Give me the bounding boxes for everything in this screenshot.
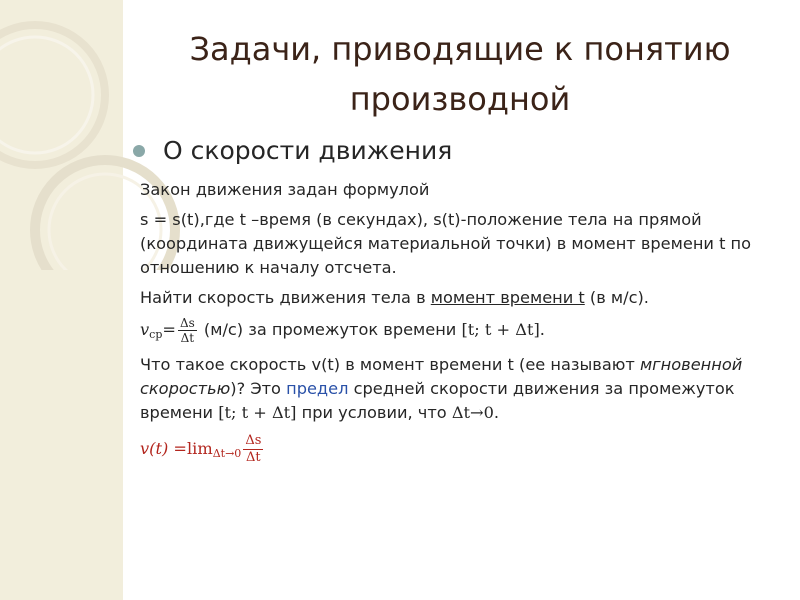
paragraph-question <box>140 353 790 425</box>
slide-title: Задачи, приводящие к понятию производной <box>189 30 731 118</box>
formula2-lim-subscript: Δt→0 <box>212 447 242 460</box>
question-interval: [t; t + Δt] <box>218 403 297 422</box>
question-text-1: Что такое скорость v(t) в момент времени t (ее называют <box>140 355 640 374</box>
formula-equals: = <box>162 320 176 339</box>
slide-body <box>140 178 790 472</box>
formula-average-speed <box>140 316 790 347</box>
formula-v-subscript: ср <box>149 328 163 341</box>
question-text-3: средней скорости движения за промежуток времени <box>140 379 735 422</box>
question-italic-term: мгновенной скоростью <box>140 355 743 398</box>
paragraph-law: Закон движения задан формулой <box>140 180 430 199</box>
formula-v: v <box>140 320 150 339</box>
bullet-dot-icon <box>133 145 145 157</box>
formula-instant-speed <box>140 433 790 466</box>
question-text-4: при условии, что <box>296 403 452 422</box>
fraction-numerator: Δs <box>179 316 195 330</box>
deco-circle-inner <box>0 37 93 153</box>
task-text-start: Найти скорость движения тела в <box>140 288 431 307</box>
fraction2-denominator: Δt <box>246 450 261 465</box>
fraction2-numerator: Δs <box>245 433 262 448</box>
task-underlined-text: момент времени t <box>430 288 585 307</box>
limit-link[interactable]: предел <box>286 379 349 398</box>
task-text-end: (в м/с). <box>584 288 649 307</box>
paragraph-definition: s = s(t),где t –время (в секундах), s(t)-положение тела на прямой (координата движущейся материальной точки) в момент времени t по отношению к началу отсчета. <box>140 210 752 277</box>
paragraph-task <box>140 286 790 310</box>
formula-interval: [t; t + Δt]. <box>461 320 545 339</box>
bullet-heading-text: О скорости движения <box>163 136 453 165</box>
formula2-left: v(t) = <box>140 439 187 458</box>
formula-description: (м/с) за промежуток времени <box>198 320 462 339</box>
fraction-ds-dt <box>178 316 197 345</box>
fraction2-ds-dt <box>243 433 263 466</box>
bullet-heading <box>133 136 452 165</box>
deco-circle-large <box>0 25 105 165</box>
question-text-2: )? Это <box>230 379 287 398</box>
fraction-denominator: Δt <box>180 331 195 345</box>
question-condition: Δt→0. <box>451 403 500 422</box>
formula2-lim: lim <box>187 439 213 458</box>
